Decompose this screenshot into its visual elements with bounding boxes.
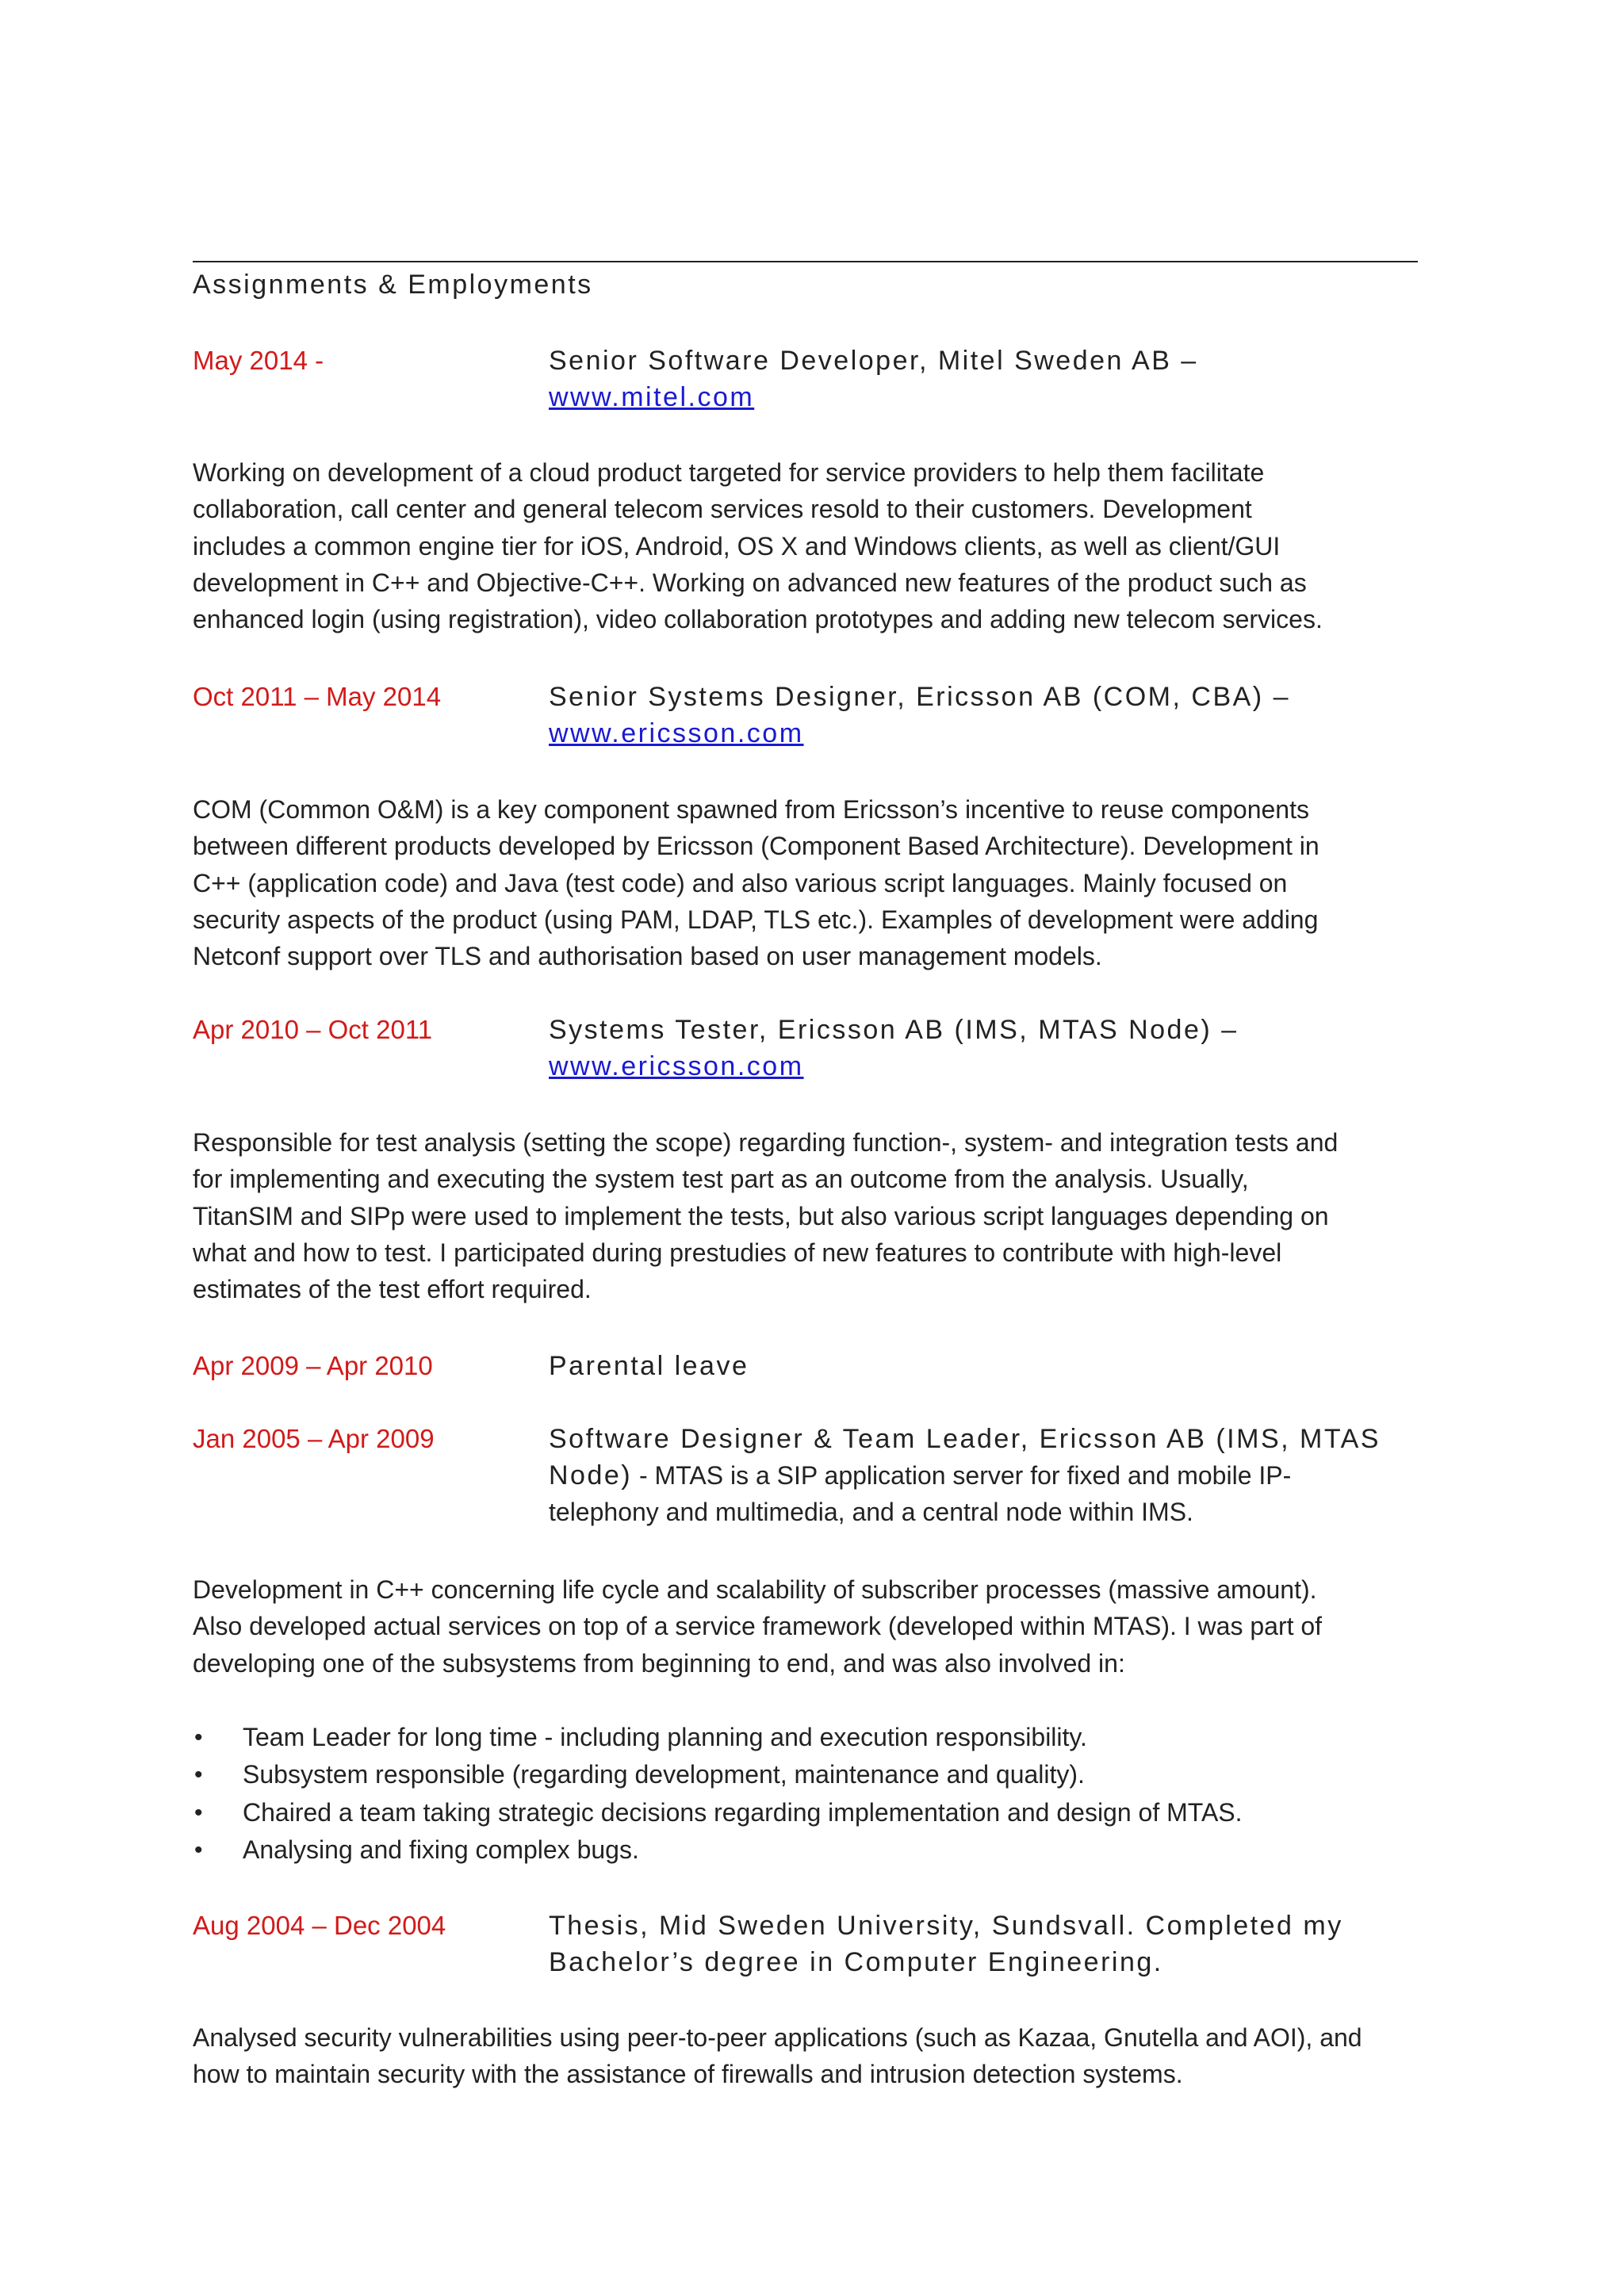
description-line: enhanced login (using registration), video collaboration prototypes and adding new telecom services. — [193, 605, 1323, 634]
list-item-text: Subsystem responsible (regarding development, maintenance and quality). — [243, 1760, 1085, 1789]
description-line: estimates of the test effort required. — [193, 1275, 592, 1304]
entry-date: Aug 2004 – Dec 2004 — [193, 1911, 446, 1940]
list-item-text: Team Leader for long time - including planning and execution responsibility. — [243, 1723, 1087, 1751]
entry-date: Jan 2005 – Apr 2009 — [193, 1424, 435, 1453]
entry-date: Apr 2010 – Oct 2011 — [193, 1015, 433, 1044]
list-item — [193, 1794, 1243, 1831]
entry-description — [193, 1124, 1454, 1307]
section-title: Assignments & Employments — [193, 270, 593, 300]
description-line: Analysed security vulnerabilities using peer-to-peer applications (such as Kazaa, Gnutella and AOI), and — [193, 2023, 1362, 2052]
entry-description — [193, 1571, 1454, 1682]
entry-role — [549, 342, 1429, 415]
role-title-cont: Node) — [549, 1460, 633, 1490]
description-line: C++ (application code) and Java (test code) and also various script languages. Mainly focused on — [193, 868, 1288, 897]
description-line: includes a common engine tier for iOS, Android, OS X and Windows clients, as well as client/GUI — [193, 531, 1281, 561]
role-title-cont: Bachelor’s degree in Computer Engineering. — [549, 1947, 1163, 1977]
description-line: development in C++ and Objective-C++. Working on advanced new features of the product such as — [193, 568, 1307, 597]
role-title: Senior Software Developer, Mitel Sweden AB – — [549, 346, 1198, 376]
description-line: between different products developed by Ericsson (Component Based Architecture). Development in — [193, 832, 1320, 861]
description-line: Development in C++ concerning life cycle and scalability of subscriber processes (massive amount). — [193, 1575, 1317, 1604]
description-line: TitanSIM and SIPp were used to implement the tests, but also various script languages depending on — [193, 1201, 1329, 1230]
responsibility-list — [193, 1719, 1243, 1869]
description-line: Also developed actual services on top of a service framework (developed within MTAS). I was part of — [193, 1612, 1323, 1641]
section-divider — [193, 261, 1418, 262]
description-line: developing one of the subsystems from beginning to end, and was also involved in: — [193, 1648, 1125, 1678]
entry-date: Apr 2009 – Apr 2010 — [193, 1351, 433, 1380]
company-link[interactable]: www.ericsson.com — [549, 718, 804, 748]
description-line: for implementing and executing the system test part as an outcome from the analysis. Usually, — [193, 1165, 1249, 1194]
description-line: Responsible for test analysis (setting the scope) regarding function-, system- and integration tests and — [193, 1128, 1339, 1157]
bullet-icon: • — [194, 1799, 203, 1826]
entry-role — [549, 679, 1429, 752]
role-inline-description: telephony and multimedia, and a central node within IMS. — [549, 1498, 1193, 1526]
description-line: what and how to test. I participated during prestudies of new features to contribute with high-level — [193, 1238, 1282, 1267]
description-line: how to maintain security with the assistance of firewalls and intrusion detection systems. — [193, 2060, 1183, 2089]
list-item — [193, 1831, 1243, 1869]
bullet-icon: • — [194, 1724, 203, 1751]
list-item — [193, 1756, 1243, 1793]
role-title: Senior Systems Designer, Ericsson AB (COM, CBA) – — [549, 682, 1290, 712]
entry-role — [549, 1908, 1429, 1980]
description-line: security aspects of the product (using PAM, LDAP, TLS etc.). Examples of development were adding — [193, 905, 1319, 934]
entry-description — [193, 2019, 1454, 2093]
list-item-text: Chaired a team taking strategic decisions regarding implementation and design of MTAS. — [243, 1797, 1243, 1827]
company-link[interactable]: www.mitel.com — [549, 382, 755, 412]
list-item-text: Analysing and fixing complex bugs. — [243, 1835, 639, 1864]
description-line: COM (Common O&M) is a key component spawned from Ericsson’s incentive to reuse components — [193, 795, 1309, 824]
description-line: Working on development of a cloud product targeted for service providers to help them facilitate — [193, 458, 1265, 487]
bullet-icon: • — [194, 1762, 203, 1789]
entry-date: May 2014 - — [193, 346, 324, 375]
entry-role — [549, 1012, 1429, 1085]
role-inline-description: - MTAS is a SIP application server for fixed and mobile IP- — [632, 1461, 1292, 1490]
entry-role — [549, 1421, 1429, 1530]
role-title: Thesis, Mid Sweden University, Sundsvall. Completed my — [549, 1911, 1343, 1941]
description-line: Netconf support over TLS and authorisation based on user management models. — [193, 942, 1102, 971]
role-title: Systems Tester, Ericsson AB (IMS, MTAS Node) – — [549, 1015, 1239, 1045]
entry-description — [193, 454, 1454, 637]
entry-role: Parental leave — [549, 1351, 749, 1381]
company-link[interactable]: www.ericsson.com — [549, 1051, 804, 1081]
entry-date: Oct 2011 – May 2014 — [193, 682, 442, 711]
bullet-icon: • — [194, 1836, 203, 1863]
list-item — [193, 1719, 1243, 1756]
role-title: Software Designer & Team Leader, Ericsson AB (IMS, MTAS — [549, 1424, 1381, 1454]
entry-description — [193, 791, 1454, 974]
description-line: collaboration, call center and general telecom services resold to their customers. Development — [193, 495, 1252, 524]
